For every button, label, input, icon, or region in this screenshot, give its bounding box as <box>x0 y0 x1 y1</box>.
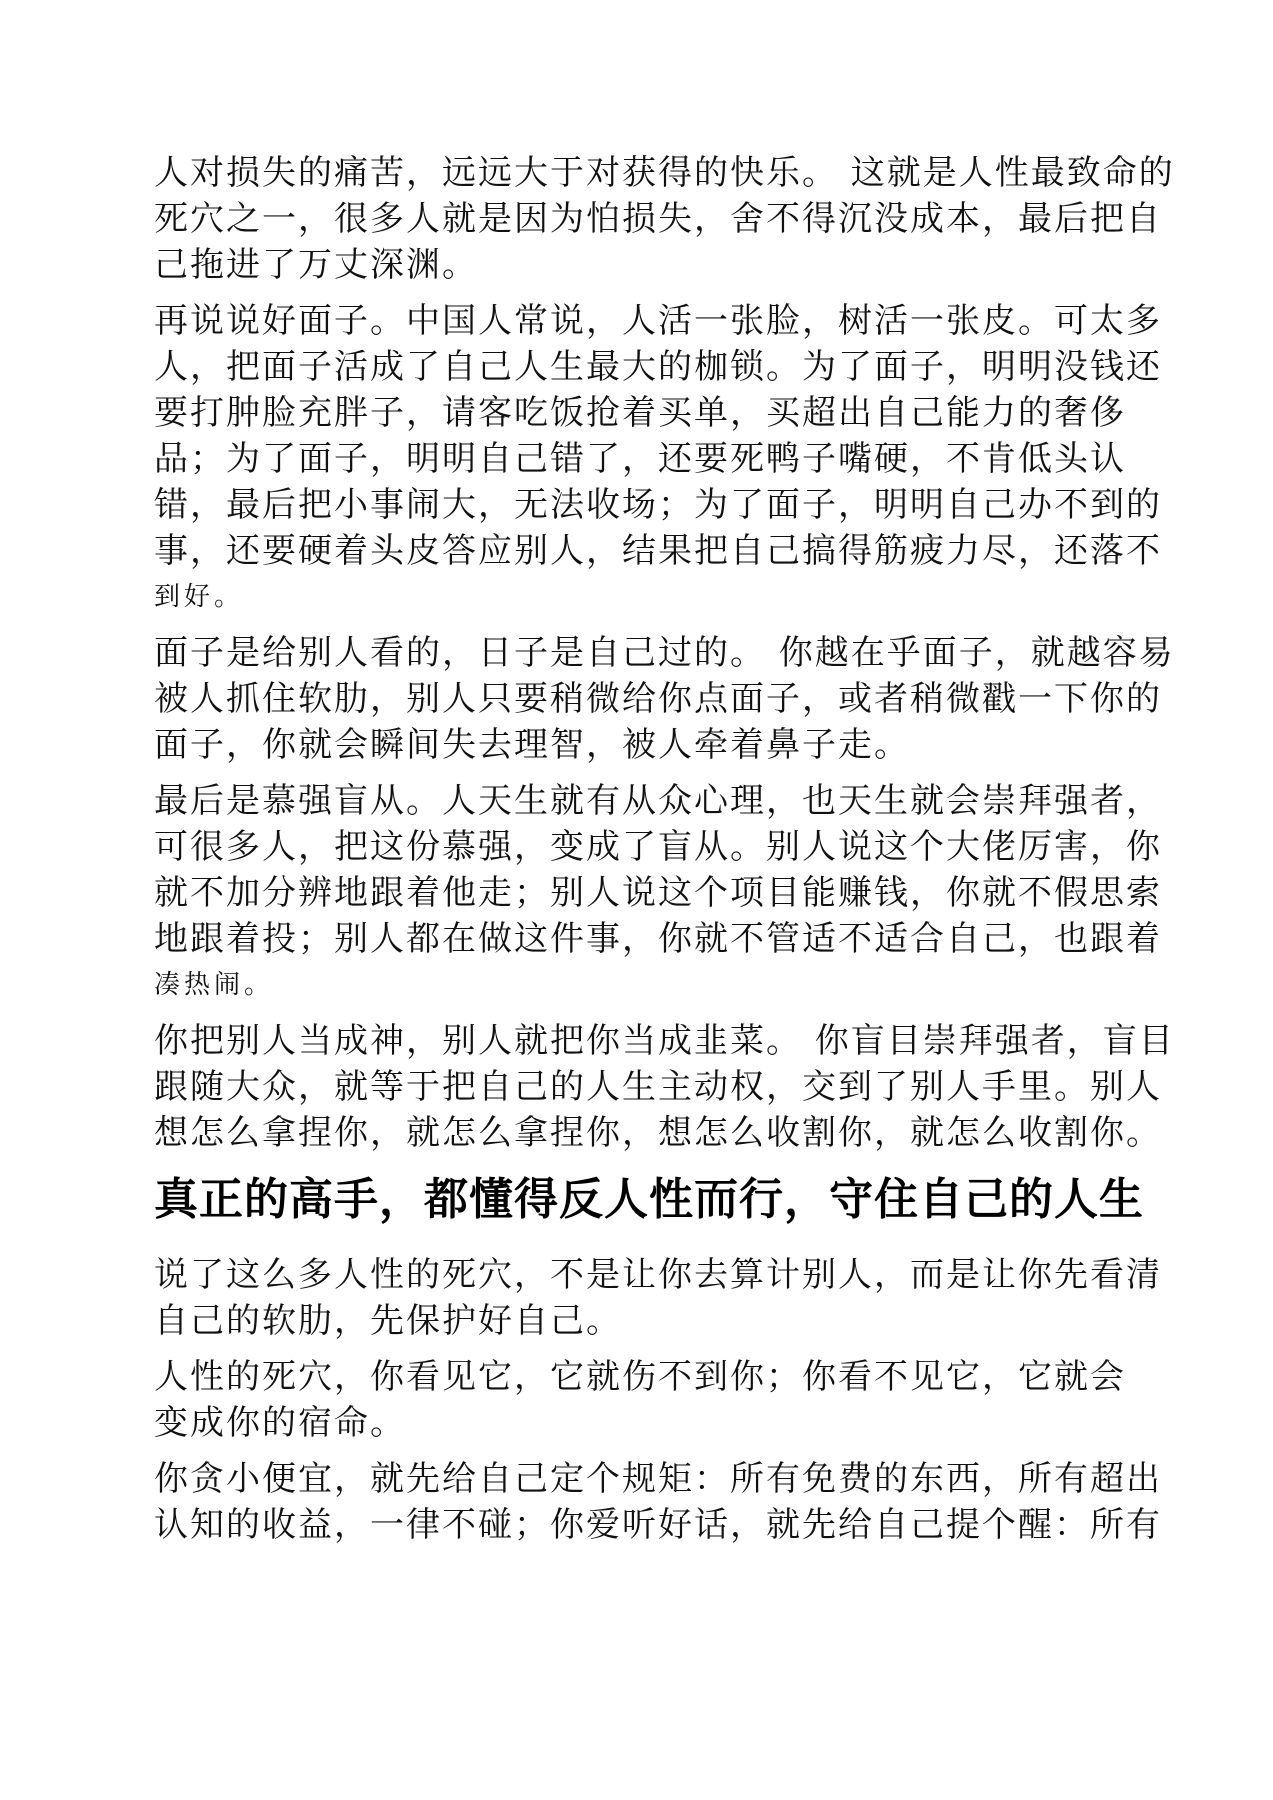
text-line: 说了这么多人性的死穴，不是让你去算计别人，而是让你先看清 <box>154 1255 1162 1295</box>
paragraph-loss-aversion <box>154 150 1175 288</box>
paragraph-face-summary <box>154 630 1175 768</box>
text-line: 人对损失的痛苦，远远大于对获得的快乐。 这就是人性最致命的 <box>154 153 1175 193</box>
paragraph-rules <box>154 1456 1162 1548</box>
paragraph-weakness <box>154 1354 1126 1446</box>
text-line: 就不加分辨地跟着他走；别人说这个项目能赚钱，你就不假思索 <box>154 873 1162 913</box>
text-line: 可很多人，把这份慕强，变成了盲从。别人说这个大佬厉害，你 <box>154 827 1162 867</box>
text-line: 要打肿脸充胖子，请客吃饭抢着买单，买超出自己能力的奢侈 <box>154 393 1126 433</box>
text-line: 事，还要硬着头皮答应别人，结果把自己搞得筋疲力尽，还落不 <box>154 531 1162 571</box>
text-line: 跟随大众，就等于把自己的人生主动权，交到了别人手里。别人 <box>154 1067 1162 1107</box>
text-line: 面子是给别人看的，日子是自己过的。 你越在乎面子，就越容易 <box>154 633 1175 673</box>
paragraph-face <box>154 298 1162 620</box>
text-line: 到好。 <box>154 582 245 612</box>
document-page <box>154 150 1175 1548</box>
text-line: 你把别人当成神，别人就把你当成韭菜。 你盲目崇拜强者，盲目 <box>154 1021 1175 1061</box>
text-line: 最后是慕强盲从。人天生就有从众心理，也天生就会崇拜强者， <box>154 781 1162 821</box>
paragraph-intro <box>154 1252 1162 1344</box>
paragraph-blind-following <box>154 778 1162 1008</box>
text-line: 变成你的宿命。 <box>154 1403 406 1443</box>
text-line: 再说说好面子。中国人常说，人活一张脸，树活一张皮。可太多 <box>154 301 1162 341</box>
text-line: 认知的收益，一律不碰；你爱听好话，就先给自己提个醒：所有 <box>154 1505 1162 1545</box>
text-line: 自己的软肋，先保护好自己。 <box>154 1301 622 1341</box>
text-line: 想怎么拿捏你，就怎么拿捏你，想怎么收割你，就怎么收割你。 <box>154 1113 1162 1153</box>
section-heading: 真正的高手，都懂得反人性而行，守住自己的人生 <box>154 1174 1144 1225</box>
text-line: 凑热闹。 <box>154 970 275 1000</box>
text-line: 品；为了面子，明明自己错了，还要死鸭子嘴硬，不肯低头认 <box>154 439 1126 479</box>
text-line: 己拖进了万丈深渊。 <box>154 245 478 285</box>
text-line: 地跟着投；别人都在做这件事，你就不管适不适合自己，也跟着 <box>154 919 1162 959</box>
text-line: 人，把面子活成了自己人生最大的枷锁。为了面子，明明没钱还 <box>154 347 1162 387</box>
paragraph-leeks <box>154 1018 1175 1156</box>
text-line: 被人抓住软肋，别人只要稍微给你点面子，或者稍微戳一下你的 <box>154 679 1162 719</box>
text-line: 你贪小便宜，就先给自己定个规矩：所有免费的东西，所有超出 <box>154 1459 1162 1499</box>
text-line: 错，最后把小事闹大，无法收场；为了面子，明明自己办不到的 <box>154 485 1162 525</box>
text-line: 面子，你就会瞬间失去理智，被人牵着鼻子走。 <box>154 725 910 765</box>
text-line: 人性的死穴，你看见它，它就伤不到你；你看不见它，它就会 <box>154 1357 1126 1397</box>
text-line: 死穴之一，很多人就是因为怕损失，舍不得沉没成本，最后把自 <box>154 199 1162 239</box>
